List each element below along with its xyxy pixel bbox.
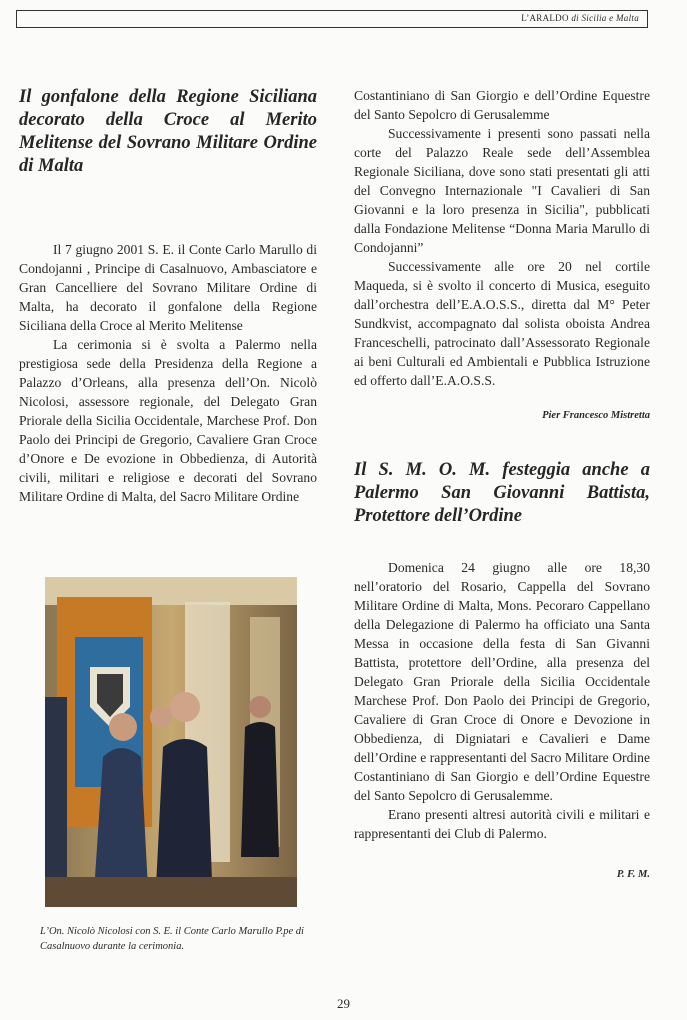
running-header bbox=[16, 10, 648, 28]
article2-author: P. F. M. bbox=[616, 869, 650, 880]
page-number: 29 bbox=[337, 996, 350, 1011]
ceremony-photo bbox=[45, 577, 297, 907]
article1-paragraph-1: Il 7 giugno 2001 S. E. il Conte Carlo Marullo di Condojanni , Principe di Casalnuovo, Ambasciatore e Gran Cancelliere del Sovrano Militare Ordine di Malta, ha decorato il gonfalone della Regione Siciliana della Croce al Merito Melitense bbox=[19, 242, 317, 333]
ceremony-photo-illustration bbox=[45, 577, 297, 907]
left-column bbox=[19, 86, 317, 506]
article1-title: Il gonfalone della Regione Siciliana decorato della Croce al Merito Melitense del Sovrano Militare Ordine di Malta bbox=[19, 87, 317, 176]
article1-paragraph-2: La cerimonia si è svolta a Palermo nella prestigiosa sede della Presidenza della Regione a Palazzo d’Orleans, alla presenza dell’On. Nicolò Nicolosi, assessore regionale, del Delegato Gran Priorale della Sicilia Occidentale, Marchese Prof. Don Paolo dei Principi de Gregorio, Cavaliere Gran Croce d’Onore e De evozione in Obbedienza, di Autorità civili, militari e religiose e decorati del Sovrano Militare Ordine di Malta, del Sacro Militare Ordine bbox=[19, 337, 317, 504]
journal-subtitle: di Sicilia e Malta bbox=[571, 13, 639, 23]
article1-paragraph-3: Costantiniano di San Giorgio e dell’Ordine Equestre del Santo Sepolcro di Gerusalemme bbox=[354, 88, 650, 122]
article1-paragraph-4: Successivamente i presenti sono passati nella corte del Palazzo Reale sede dell’Assemblea Regionale Siciliana, dove sono stati presentati gli atti del Convegno Internazionale "I Cavalieri di San Giovanni e la loro presenza in Sicilia", pubblicati dalla Fondazione Melitense “Donna Maria Marullo di Condojanni” bbox=[354, 126, 650, 255]
article2-paragraph-2: Erano presenti altresi autorità civili e militari e rappresentanti dei Club di Palermo. bbox=[354, 807, 650, 841]
article2-paragraph-1: Domenica 24 giugno alle ore 18,30 nell’oratorio del Rosario, Cappella del Sovrano Militare Ordine di Malta, Mons. Pecoraro Cappellano della Delegazione di Palermo ha officiato una Santa Messa in occasione della festa di San Givanni Battista, protettore dell’Ordine, alla presenza del Delegato Gran Priorale della Sicilia Occidentale Marchese Prof. Don Paolo dei Principi de Gregorio, Cavaliere di Gran Croce di Onore e Devozione in Obbedienza, di Digniatari e Cavalieri e Dame dell’Ordine e rappresentanti del Sacro Militare Ordine Costantiniano di San Giorgio e dell’Ordine Equestre del Santo Sepolcro di Gerusalemme. bbox=[354, 560, 650, 803]
article2-title: Il S. M. O. M. festeggia anche a Palermo San Giovanni Battista, Protettore dell’Ordine bbox=[354, 460, 650, 526]
photo-caption: L’On. Nicolò Nicolosi con S. E. il Conte Carlo Marullo P.pe di Casalnuovo durante la cerimonia. bbox=[40, 926, 304, 952]
article1-author: Pier Francesco Mistretta bbox=[542, 410, 650, 421]
header-text bbox=[521, 13, 639, 23]
right-column bbox=[354, 86, 650, 884]
journal-name: L’ARALDO bbox=[521, 13, 569, 23]
article1-paragraph-5: Successivamente alle ore 20 nel cortile Maqueda, si è svolto il concerto di Musica, eseguito dall’orchestra dell’E.A.O.S.S., diretta dal M° Peter Sundkvist, accompagnato dal solista oboista Andrea Franceschelli, patrocinato dall’Assessorato Regionale ai beni Culturali ed Ambientali e Pubblica Istruzione ed offerto dall’E.A.O.S.S. bbox=[354, 259, 650, 388]
